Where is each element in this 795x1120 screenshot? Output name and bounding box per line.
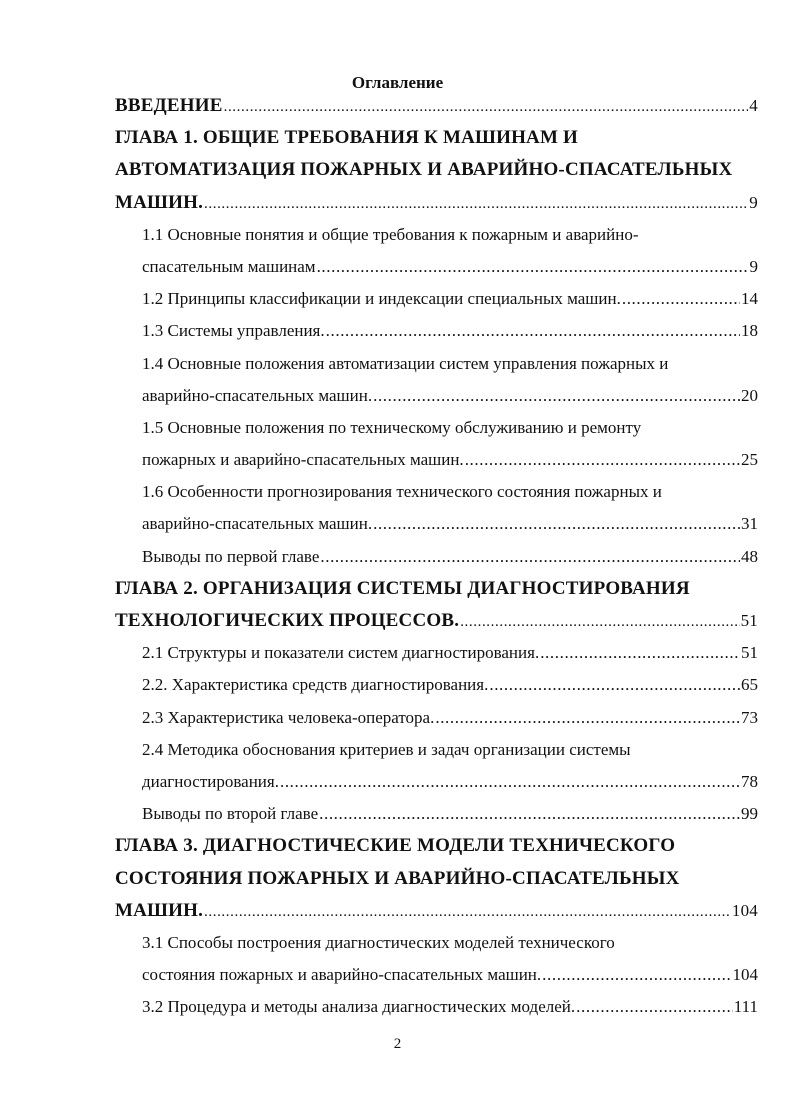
toc-page-number: 25 <box>741 450 758 470</box>
toc-entry-line <box>115 122 758 154</box>
toc-entry-line <box>115 251 758 283</box>
table-of-contents <box>115 90 758 1023</box>
toc-entry-text: 1.1 Основные понятия и общие требования к пожарным и аварийно- <box>142 224 639 244</box>
toc-entry-line <box>115 154 758 186</box>
dot-leader <box>373 508 740 540</box>
toc-entry-line <box>115 219 758 251</box>
dot-leader <box>224 91 749 123</box>
toc-entry-text: СОСТОЯНИЯ ПОЖАРНЫХ И АВАРИЙНО-СПАСАТЕЛЬНЫХ <box>115 867 680 889</box>
toc-entry-text: диагностирования. <box>142 771 279 791</box>
dot-leader <box>326 315 740 347</box>
toc-page-number: 104 <box>732 965 758 985</box>
toc-entry-line <box>115 380 758 412</box>
toc-entry-text: 1.2 Принципы классификации и индексации специальных машин. <box>142 289 621 309</box>
toc-entry-text: 3.1 Способы построения диагностических моделей технического <box>142 932 615 952</box>
dot-leader <box>576 991 733 1023</box>
toc-entry-line <box>115 90 758 122</box>
toc-entry-text: 3.2 Процедура и методы анализа диагностических моделей. <box>142 997 576 1017</box>
dot-leader <box>435 702 740 734</box>
dot-leader <box>319 798 740 830</box>
toc-page-number: 78 <box>741 771 758 791</box>
toc-entry-text: МАШИН. <box>115 899 204 921</box>
toc-page-number: 18 <box>741 321 758 341</box>
toc-entry-line <box>115 895 758 927</box>
toc-entry-line <box>115 283 758 315</box>
toc-page-number: 65 <box>741 675 758 695</box>
toc-entry-line <box>115 798 758 830</box>
toc-entry-line <box>115 927 758 959</box>
dot-leader <box>460 606 739 638</box>
toc-entry-text: 1.6 Особенности прогнозирования технического состояния пожарных и <box>142 482 662 502</box>
dot-leader <box>317 251 749 283</box>
toc-page-number: 99 <box>741 804 758 824</box>
toc-entry-text: 2.3 Характеристика человека-оператора. <box>142 707 435 727</box>
toc-page-number: 104 <box>731 900 758 920</box>
toc-entry-line <box>115 991 758 1023</box>
dot-leader <box>540 637 740 669</box>
toc-entry-line <box>115 766 758 798</box>
toc-entry-text: аварийно-спасательных машин. <box>142 514 373 534</box>
toc-page-number: 111 <box>733 997 758 1017</box>
toc-entry-text: 2.4 Методика обоснования критериев и задач организации системы <box>142 739 631 759</box>
toc-entry-line <box>115 315 758 347</box>
dot-leader <box>320 541 740 573</box>
toc-entry-text: ГЛАВА 1. ОБЩИЕ ТРЕБОВАНИЯ К МАШИНАМ И <box>115 127 579 149</box>
toc-page-number: 14 <box>741 289 758 309</box>
dot-leader <box>489 669 740 701</box>
toc-entry-text: 1.3 Системы управления. <box>142 321 325 341</box>
toc-entry-line <box>115 830 758 862</box>
toc-entry-text: спасательным машинам <box>142 256 316 276</box>
toc-page-number: 20 <box>741 385 758 405</box>
dot-leader <box>465 444 740 476</box>
toc-entry-line <box>115 863 758 895</box>
toc-entry-line <box>115 508 758 540</box>
toc-page-number: 48 <box>741 546 758 566</box>
toc-entry-text: ГЛАВА 2. ОРГАНИЗАЦИЯ СИСТЕМЫ ДИАГНОСТИРОВАНИЯ <box>115 577 690 599</box>
toc-entry-text: состояния пожарных и аварийно-спасательных машин. <box>142 965 542 985</box>
toc-entry-text: пожарных и аварийно-спасательных машин. <box>142 450 464 470</box>
toc-page-number: 9 <box>749 256 758 276</box>
toc-entry-text: ГЛАВА 3. ДИАГНОСТИЧЕСКИЕ МОДЕЛИ ТЕХНИЧЕСКОГО <box>115 835 676 857</box>
toc-entry-line <box>115 187 758 219</box>
toc-entry-line <box>115 444 758 476</box>
toc-entry-line <box>115 541 758 573</box>
toc-entry-text: АВТОМАТИЗАЦИЯ ПОЖАРНЫХ И АВАРИЙНО-СПАСАТЕЛЬНЫХ <box>115 159 733 181</box>
toc-entry-text: Выводы по первой главе <box>142 546 320 566</box>
toc-page-number: 51 <box>740 611 758 630</box>
toc-entry-text: 2.2. Характеристика средств диагностирования. <box>142 675 489 695</box>
dot-leader <box>542 959 731 991</box>
toc-page-number: 9 <box>749 192 758 212</box>
page-title: Оглавление <box>351 73 444 92</box>
toc-page-number: 4 <box>749 96 758 115</box>
dot-leader <box>622 283 740 315</box>
toc-entry-line <box>115 605 758 637</box>
toc-entry-line <box>115 637 758 669</box>
toc-entry-line <box>115 573 758 605</box>
toc-entry-text: 1.5 Основные положения по техническому обслуживанию и ремонту <box>142 417 642 437</box>
toc-entry-line <box>115 959 758 991</box>
toc-page-number: 31 <box>741 514 758 534</box>
toc-page-number: 51 <box>741 643 758 663</box>
dot-leader <box>280 766 740 798</box>
toc-entry-text: Выводы по второй главе <box>142 804 319 824</box>
page-number: 2 <box>393 1036 402 1052</box>
toc-entry-line <box>115 412 758 444</box>
toc-entry-line <box>115 669 758 701</box>
toc-entry-text: ТЕХНОЛОГИЧЕСКИХ ПРОЦЕССОВ. <box>115 610 460 631</box>
toc-entry-line <box>115 702 758 734</box>
toc-entry-text: аварийно-спасательных машин. <box>142 385 373 405</box>
toc-entry-line <box>115 348 758 380</box>
toc-entry-text: МАШИН. <box>115 191 204 213</box>
toc-entry-line <box>115 734 758 766</box>
toc-entry-line <box>115 476 758 508</box>
toc-page-number: 73 <box>741 707 758 727</box>
toc-entry-text: 1.4 Основные положения автоматизации систем управления пожарных и <box>142 353 669 373</box>
toc-entry-text: ВВЕДЕНИЕ <box>115 95 223 116</box>
dot-leader <box>373 380 740 412</box>
dot-leader <box>204 896 731 928</box>
toc-entry-text: 2.1 Структуры и показатели систем диагностирования. <box>142 643 540 663</box>
dot-leader <box>204 188 748 220</box>
